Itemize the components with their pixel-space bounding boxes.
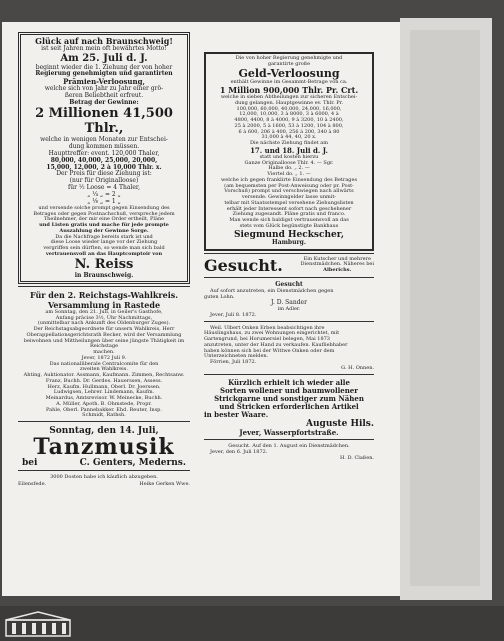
wool-ad	[204, 379, 374, 438]
divider	[204, 374, 374, 375]
ad1-line: in Braunschweig.	[74, 271, 134, 279]
divider	[204, 277, 374, 278]
ad8-line: Gartengrund, bei Horumersiel belegen, Mai 1873	[204, 336, 330, 343]
ad1-line: welche in wenigen Monaten zur Entschei-	[40, 135, 168, 143]
ad2-line: Anfang präcise 3½, Uhr Nachmittags,	[55, 314, 153, 321]
ad2-line: Schmidt, Rathsh.	[82, 412, 126, 419]
ad5-line: Siegmund Heckscher,	[234, 229, 344, 240]
book-cover-inner	[410, 30, 480, 586]
ad2-line: Franz, Buchh. Dr. Gerdes. Hauerssen, Assess.	[45, 377, 163, 384]
ad7-line: Jever, Juli 8. 1872.	[210, 311, 257, 318]
ad4-line: Eilensfede.	[18, 481, 47, 488]
ad7-line: im Adler.	[277, 306, 301, 313]
house-sale-ad	[204, 326, 374, 372]
ad8-line: anzutreten, unter der Hand zu verkaufen. Kaufliebhaber	[204, 341, 348, 348]
left-column	[18, 32, 190, 487]
ad1-line: Theilnehmer, der mir eine Order ertheilt, Pläne	[43, 216, 165, 223]
lottery-ad-reiss	[18, 32, 190, 284]
ad9-line: Jever, Wasserpfortstraße.	[239, 428, 339, 438]
ad5-line: garantirte große	[267, 60, 311, 67]
ad9-line: und Stricken erforderlichen Artikel	[219, 401, 359, 411]
divider	[204, 253, 374, 254]
divider	[18, 421, 190, 422]
reichstag-ad	[18, 291, 190, 419]
ad2-line: A. Müller, Apoth. B. Ohmstede, Propr.	[56, 400, 152, 407]
ad2-line: zweiten Wahlkreis.	[80, 366, 128, 373]
ad1-line: vertrauensvoll an das Hauptcomptoir von	[45, 250, 163, 257]
ad1-line: Haupttreffer: event. 120,000 Thaler,	[48, 149, 160, 157]
ad5-line: 6 à 600, 206 à 400, 256 à 200, 340 à 80	[238, 128, 340, 135]
ad2-line: Oberappellationsgerichtsrath Becker, wird der Versammlung	[26, 331, 182, 338]
ad5-line: Die von hoher Regierung genehmigte und	[235, 55, 343, 61]
ad10-line: H. D. Claßen.	[339, 454, 374, 461]
ad2-line: beiwohnen und Mittheilungen über seine jüngste Thätigkeit im Reichstage	[23, 337, 185, 350]
ad3-headline: Tanzmusik	[33, 434, 175, 461]
divider	[204, 321, 374, 322]
ad8-line: haben können sich bei der Wittwe Onken oder dem	[204, 347, 335, 354]
ad1-line: N. Reiss	[74, 256, 134, 272]
ad1-line: Der Preis für diese Ziehung ist:	[56, 170, 152, 178]
ad9-line: Strickgarne und sonstiger zum Nähen	[214, 393, 364, 403]
lottery-ad-heckscher	[204, 52, 374, 251]
ad3-line: bei	[22, 458, 38, 469]
ad5-line: Geld-Verloosung	[238, 66, 340, 80]
ad1-line: vergriffen sein dürften, so wende man sich bald	[43, 245, 165, 252]
ad5-line: 1 Million 900,000 Thlr. Pr. Crt.	[219, 84, 359, 95]
ad2-line: Ahting, Auktionator. Assmann, Kaufmann. Zimmen, Rechtsanw.	[23, 372, 185, 379]
ad5-line: dung gelangen. Hauptgewinne ev. Thlr. Pr.	[234, 99, 344, 106]
ad6-line: Alberichs.	[323, 267, 352, 274]
ad5-line: Viertel do. „ 1. —	[267, 171, 311, 178]
gesucht-dienstmaedchen-ad	[204, 282, 374, 319]
ad5-line: welche in sieben Abtheilungen zur sicheren Entschei-	[220, 94, 358, 101]
ad2-line: Meinardus, Amtsrevisor. W. Meinecke, Buchh.	[45, 395, 163, 402]
ad5-line: enthält Gewinne im Gesammt-Betrage von ca.	[230, 79, 348, 86]
ad8-line: Unterzeichneten melden.	[204, 353, 269, 360]
ad1-line: Glück auf nach Braunschweig!	[35, 36, 173, 46]
ad5-line: versende. Gewinngelder lasse unmit-	[241, 194, 337, 201]
ad1-line: 80,000, 40,000, 25,000, 20,000,	[50, 156, 158, 164]
ad1-line: dung kommen müssen.	[68, 142, 140, 150]
ad2-line: Der Reichstagsabgeordnete für unsern Wahlkreis, Herr	[33, 326, 175, 333]
bottom-strip	[0, 606, 504, 641]
ad5-line: welche ich gegen franklirte Einsendung des Betrages	[220, 176, 358, 183]
ad6-headline: Gesucht.	[204, 255, 283, 275]
ad1-line: ßeren Beliebtheit erfreut.	[64, 92, 144, 100]
ad1-line: Da die Nachfrage bereits stark ist und	[55, 233, 153, 240]
ad5-line: erhält jeder Interessent sofort nach geschehener	[226, 205, 352, 212]
ad1-line: Auszahlung der Gewinne Sorge.	[59, 227, 149, 234]
ad1-line: 15,000, 12,000, 2 à 10,000 Thlr. x.	[46, 163, 162, 171]
ad2-line: Für den 2. Reichstags-Wahlkreis.	[29, 290, 179, 301]
ad9-line: Auguste Hils.	[306, 418, 374, 429]
divider	[204, 439, 374, 440]
ad2-line: Jever, 1872 Juli 9.	[81, 354, 127, 361]
gesucht-august-ad	[204, 444, 374, 461]
ad5-line: stets vom Glück begünstigte Bankhaus	[239, 222, 339, 229]
ad7-line: Auf sofort anzutreten, ein Dienstmädchen gegen	[210, 287, 334, 294]
gesucht-kutscher-ad	[204, 256, 374, 275]
ad7-line: J. D. Sander	[271, 299, 307, 307]
ad2-line: (unmittelbar nach Ankunft des Oldenburger Zuges).	[37, 320, 171, 327]
library-logo-icon	[4, 610, 72, 638]
ad9-line: Sorten wollener und baumwollener	[220, 385, 358, 395]
ad10-line: Gesucht. Auf den 1. August ein Dienstmädchen.	[228, 443, 350, 450]
ad5-line: (am bequemsten per Post-Anweisung oder pr. Post-	[224, 182, 354, 189]
ad5-line: 12,000, 10,000, 3 à 8000, 3 à 6000, 4 à	[239, 111, 339, 118]
ad6-line: Ein Kutscher und mehrere	[303, 255, 371, 262]
ad2-line: am Sonntag, den 21. Juli, in Geiler's Gasthofe,	[45, 308, 163, 315]
ad7-line: guten Lohn.	[204, 293, 235, 300]
ad5-line: 31,000 à 44, 40, 20 x.	[261, 134, 317, 141]
ad10-line: Jever, den 6. Juli 1872.	[210, 449, 268, 456]
dosten-ad	[18, 475, 190, 487]
ad1-line: für ½ Loose = 4 Thaler,	[67, 184, 141, 192]
ad2-line: Versammlung in Rastede	[47, 299, 161, 310]
ad1-line: Regierung genehmigten und garantirten	[35, 70, 173, 78]
ad1-line: und versende solche prompt gegen Einsendung des	[38, 204, 170, 211]
ad1-line: und Listen gratis und mache für jede prompte	[39, 222, 169, 229]
ad7-line: Gesucht	[275, 280, 303, 288]
ad1-line: Betrag der Gewinne:	[69, 99, 139, 107]
ad5-line: Die nächste Ziehung findet am	[249, 140, 329, 147]
ad1-line: Prämien-Verloosung,	[63, 77, 145, 87]
ad5-line: Hamburg.	[272, 238, 306, 246]
divider	[18, 286, 190, 287]
ad2-line: Pahle, Oberl. Pannebakker. Ehd. Reuter, Insp.	[46, 406, 162, 413]
ad2-line: Herz, Kaufm. Hullmann, Oberl. Dr. Joerssen.	[47, 383, 161, 390]
ad1-line: „ ⅛ „ = 1 „	[87, 197, 121, 205]
ad4-line: Heike Gerken Wwe.	[139, 481, 190, 488]
ad1-line: Betrages oder gegen Postnachschuß, verspreche jedem	[33, 210, 175, 217]
ad5-line: telbar mit Staatsstempel versehene Ziehungslisten	[224, 199, 354, 206]
dance-ad	[18, 426, 190, 468]
ad5-line: 25 à 2000, 5 à 1600, 53 à 1200, 104 à 800,	[234, 122, 344, 129]
divider	[18, 470, 190, 471]
ad5-line: Ganze Originalloose Thlr. 4. — Sgr.	[244, 159, 334, 166]
ad5-line: 100,000, 60,000, 40,000, 24,000, 16,000,	[236, 105, 342, 112]
ad3-line: C. Genters, Mederns.	[79, 458, 186, 469]
ad5-line: Man wende sich baldigst vertrauensvoll an das	[229, 217, 349, 224]
ad1-line: Am 25. Juli d. J.	[60, 53, 148, 65]
ad8-line: Häuslingshaus, zu zwei Wohnungen eingerichtet, mit	[204, 330, 340, 337]
ad1-line: ist seit Jahren mein oft bewährtes Motto!	[41, 45, 167, 53]
ad5-line: Halbe do. „ 2. —	[268, 165, 310, 172]
right-column	[204, 52, 374, 462]
ad1-line: „ ¼ „ = 2 „	[87, 191, 121, 199]
ad6-line: Dienstmädchen. Näheres bei	[300, 261, 374, 268]
ad5-line: Ziehung zugesandt. Pläne gratis und franco.	[232, 211, 346, 218]
ad1-line: 2 Millionen 41,500 Thlr.,	[35, 106, 173, 137]
ad5-line: Vorschuß) prompt und verschwiegen nach allwärts	[224, 188, 354, 195]
ad9-line: Kürzlich erhielt ich wieder alle	[228, 377, 350, 387]
ad2-line: Das nationalliberale Centralcomite für den	[49, 360, 159, 367]
ad1-line: diese Loose wieder lange vor der Ziehung	[50, 239, 158, 246]
ad3-line: Sonntag, den 14. Juli,	[49, 426, 159, 437]
ad1-line: (nur für Originalloose)	[69, 177, 139, 185]
ad8-line: Weil. Ulbert Onken Erben beabsichtigen ihre	[210, 324, 325, 331]
ad9-line: in bester Waare.	[204, 409, 269, 419]
ad5-line: 4800, 4400, 8 à 4000, 9 à 3200, 10 à 2400,	[234, 117, 344, 124]
ad2-line: machen.	[93, 349, 115, 356]
ad5-line: statt und kosten hierzu	[259, 153, 319, 160]
ad5-line: 17. und 18. Juli d. J.	[250, 145, 328, 155]
ad8-line: G. H. Onnen.	[341, 364, 374, 371]
ad8-line: Förrien, Juli 1872.	[210, 359, 257, 366]
ad2-line: Ludwigsen, Lehrer. Lindemann, Kaufm.	[53, 389, 155, 396]
ad4-line: 3000 Dosten habe ich käuflich abzugeben.	[50, 474, 158, 481]
ad1-line: beginnt wieder die 1. Ziehung der von hoher	[35, 63, 173, 71]
ad1-line: welche sich von Jahr zu Jahr einer grö-	[44, 85, 164, 93]
